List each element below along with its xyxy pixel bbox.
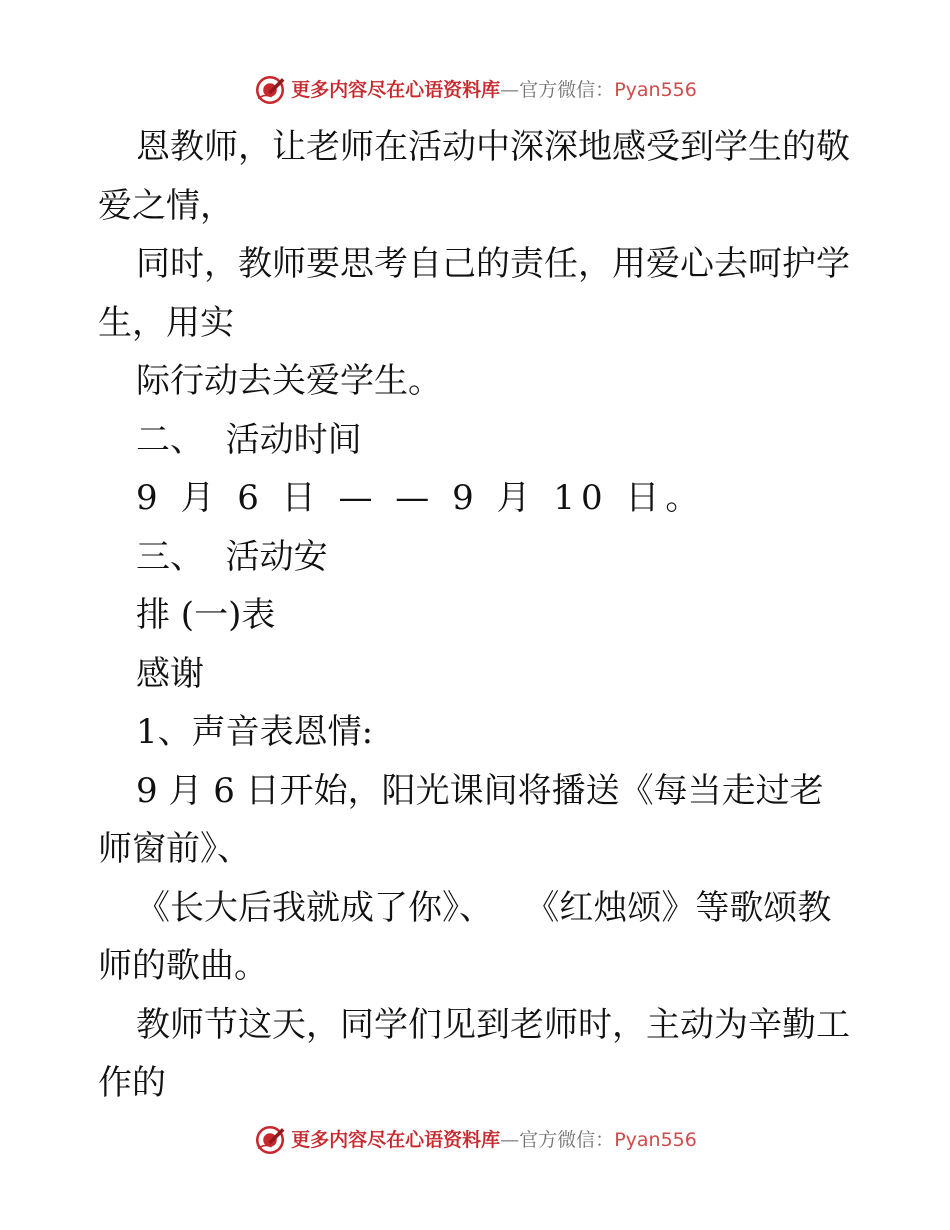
header-banner — [0, 70, 950, 110]
footer-dash: — — [500, 1128, 520, 1151]
footer-title: 更多内容尽在心语资料库 — [291, 1128, 501, 1151]
footer-wechat-id: Pyan556 — [614, 1128, 697, 1151]
text-line: 际行动去关爱学生。 — [136, 361, 442, 401]
text-line: 生，用实 — [98, 302, 234, 343]
text-line: 9 月 6 日开始，阳光课间将播送《每当走过老 — [136, 770, 824, 811]
header-dash: — — [500, 78, 520, 101]
header-wechat-id: Pyan556 — [614, 78, 697, 101]
document-body — [98, 118, 858, 1113]
section-heading: 二、 活动时间 — [136, 419, 362, 460]
brand-logo-icon — [253, 73, 287, 107]
text-line: 师窗前》、 — [98, 829, 251, 869]
text-line: 9 月 6 日 — — 9 月 10 日。 — [136, 478, 706, 518]
brand-logo-icon — [253, 1123, 287, 1157]
text-line: 作的 — [98, 1063, 166, 1103]
text-line: 感谢 — [136, 653, 204, 694]
footer-banner — [0, 1120, 950, 1160]
text-line: 排 (一)表 — [136, 595, 276, 635]
text-line: 1、声音表恩情: — [136, 712, 374, 752]
section-heading: 三、 活动安 — [136, 536, 328, 577]
text-line: 《长大后我就成了你》、 《红烛颂》等歌颂教 — [136, 887, 832, 928]
text-line: 教师节这天，同学们见到老师时，主动为辛勤工 — [136, 1004, 850, 1045]
text-line: 同时，教师要思考自己的责任，用爱心去呵护学 — [136, 244, 850, 284]
header-title: 更多内容尽在心语资料库 — [291, 78, 501, 101]
header-wechat-label: 官方微信： — [519, 78, 615, 101]
text-line: 师的歌曲。 — [98, 946, 268, 986]
text-line: 爱之情， — [98, 185, 234, 226]
text-line: 恩教师，让老师在活动中深深地感受到学生的敬 — [136, 127, 850, 167]
footer-wechat-label: 官方微信： — [519, 1128, 615, 1151]
